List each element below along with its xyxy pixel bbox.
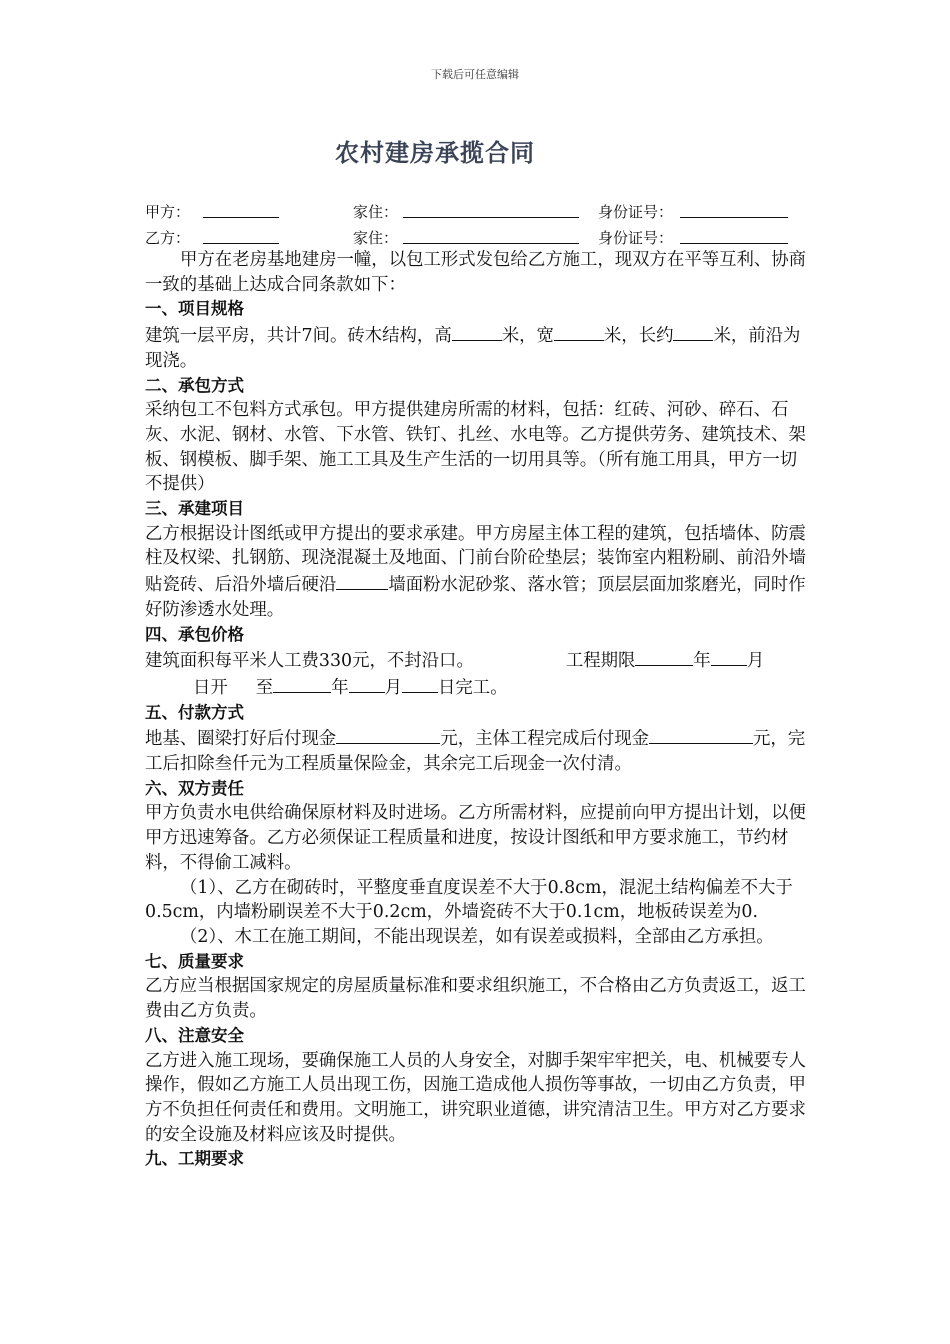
header-note: 下载后可任意编辑 [431, 68, 519, 81]
section-heading-schedule: 九、工期要求 [145, 1149, 244, 1169]
section-heading-contract-method: 二、承包方式 [145, 375, 244, 395]
width-blank[interactable] [554, 322, 604, 341]
section-heading-responsibilities: 六、双方责任 [145, 778, 244, 798]
safety-paragraph: 乙方进入施工现场，要确保施工人员的人身安全，对脚手架牢牢把关，电、机械要专人操作，假如乙方施工人员出现工伤，因施工造成他人损伤等事故，一切由乙方负责，甲方不负担任何责任和费用。文明施工，讲究职业道德，讲究清洁卫生。甲方对乙方要求的安全设施及材料应该及时提供。 [145, 1050, 806, 1145]
section-heading-safety: 八、注意安全 [145, 1025, 244, 1045]
party-b-residence-blank[interactable] [403, 227, 579, 250]
end-month-blank[interactable] [349, 674, 385, 693]
end-day-blank[interactable] [402, 674, 438, 693]
end-year-blank[interactable] [273, 674, 331, 693]
party-b-label: 乙方： [145, 229, 191, 247]
intro-paragraph: 甲方在老房基地建房一幢，以包工形式发包给乙方施工，现双方在平等互利、协商一致的基础上达成合同条款如下： [145, 250, 807, 295]
party-a-id-label: 身份证号： [598, 203, 674, 221]
start-year-blank[interactable] [635, 647, 693, 666]
party-b-residence-label: 家住： [353, 229, 399, 247]
height-blank[interactable] [452, 322, 502, 341]
party-b-row [145, 227, 825, 249]
party-a-row [145, 201, 825, 223]
quality-paragraph: 乙方应当根据国家规定的房屋质量标准和要求组织施工，不合格由乙方负责返工，返工费由乙方负责。 [145, 976, 806, 1022]
party-a-name-blank[interactable] [203, 201, 279, 224]
party-b-name-blank[interactable] [203, 227, 279, 250]
document-title: 农村建房承揽合同 [335, 139, 535, 167]
party-a-residence-blank[interactable] [403, 201, 579, 224]
price-paragraph: 建筑面积每平米人工费330元，不封沿口。 工程期限 年 月 日开 至 年 月 日完工。 [145, 647, 809, 700]
section-heading-construction-items: 三、承建项目 [145, 499, 244, 519]
party-a-residence-label: 家住： [353, 203, 399, 221]
foundation-payment-blank[interactable] [336, 725, 440, 744]
section-heading-payment: 五、付款方式 [145, 702, 244, 722]
start-month-blank[interactable] [711, 647, 747, 666]
responsibility-item-2: （2）、木工在施工期间，不能出现误差，如有误差或损料，全部由乙方承担。 [180, 926, 774, 947]
rear-eave-blank[interactable] [336, 571, 388, 590]
responsibility-item-1: （1）、乙方在砌砖时，平整度垂直度误差不大于0.8cm，混泥土结构偏差不大于0.5cm，内墙粉刷误差不大于0.2cm，外墙瓷砖不大于0.1cm，地板砖误差为0. [145, 877, 793, 923]
section-heading-quality: 七、质量要求 [145, 951, 244, 971]
construction-items-paragraph: 乙方根据设计图纸或甲方提出的要求承建。甲方房屋主体工程的建筑，包括墙体、防震柱及权梁、扎钢筋、现浇混凝土及地面、门前台阶砼垫层；装饰室内粗粉刷、前沿外墙贴瓷砖、后沿外墙后硬沿 墙面粉水泥砂浆、落水管；顶层层面加浆磨光，同时作好防渗透水处理。 [145, 523, 806, 620]
length-blank[interactable] [673, 322, 713, 341]
party-a-label: 甲方： [145, 203, 191, 221]
section-heading-price: 四、承包价格 [145, 624, 244, 644]
party-a-id-blank[interactable] [680, 201, 788, 224]
section-heading-specification: 一、项目规格 [145, 299, 244, 319]
specification-paragraph: 建筑一层平房，共计7间。砖木结构，高 米，宽 米，长约 米，前沿为现浇。 [145, 322, 809, 373]
main-structure-payment-blank[interactable] [649, 725, 753, 744]
payment-paragraph: 地基、圈梁打好后付现金 元，主体工程完成后付现金 元，完工后扣除叁仟元为工程质量保险金，其余完工后现金一次付清。 [145, 725, 809, 776]
contract-method-paragraph: 采纳包工不包料方式承包。甲方提供建房所需的材料，包括：红砖、河砂、碎石、石灰、水泥、钢材、水管、下水管、铁钉、扎丝、水电等。乙方提供劳务、建筑技术、架板、钢模板、脚手架、施工工具及生产生活的一切用具等。（所有施工用具，甲方一切不提供） [145, 400, 806, 495]
contract-body [145, 248, 809, 1172]
responsibilities-paragraph: 甲方负责水电供给确保原材料及时进场。乙方所需材料，应提前向甲方提出计划，以便甲方迅速筹备。乙方必须保证工程质量和进度，按设计图纸和甲方要求施工，节约材料，不得偷工减料。 [145, 803, 806, 873]
party-b-id-label: 身份证号： [598, 229, 674, 247]
party-b-id-blank[interactable] [680, 227, 788, 250]
